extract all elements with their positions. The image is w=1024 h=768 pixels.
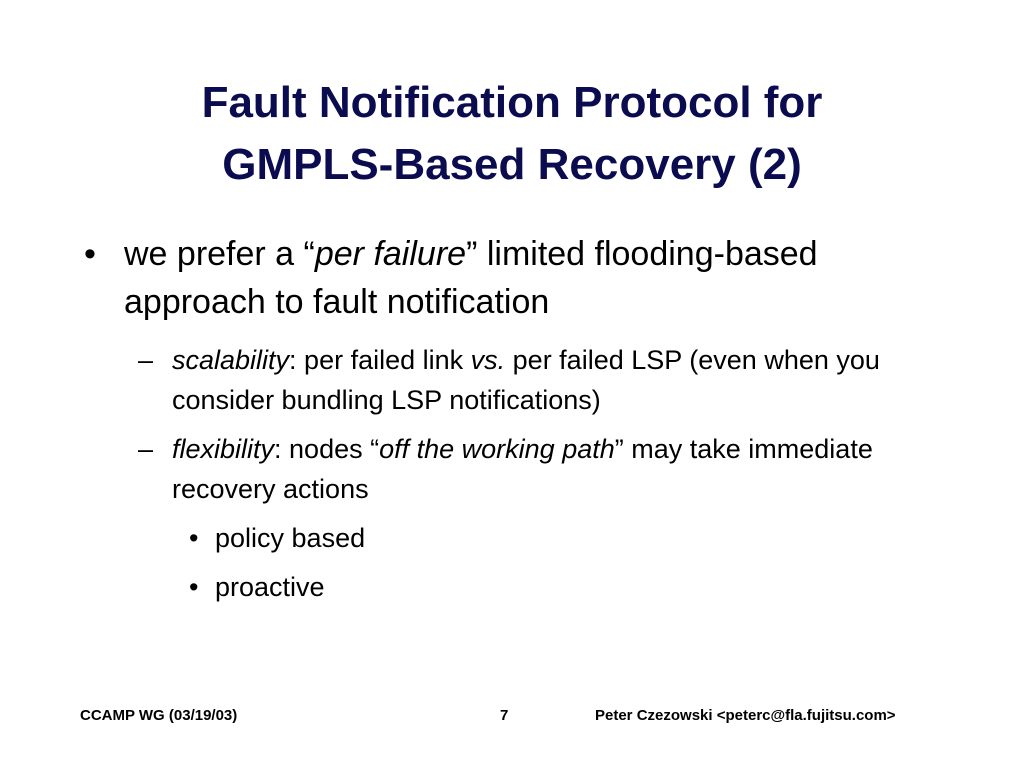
sub-sub-bullet-proactive [189,567,935,607]
bullet-main-emphasis: per failure [314,235,467,273]
dash-icon: – [138,434,154,464]
sub-bullet-flexibility [138,429,942,509]
page-number: 7 [500,707,509,724]
title-line-1: Fault Notification Protocol for [201,78,823,127]
title-line-2: GMPLS-Based Recovery (2) [222,140,802,189]
flexibility-emphasis: off the working path [379,434,615,464]
sub-sub-bullet-text: policy based [215,523,366,553]
slide-title [0,72,1024,196]
bullet-main-text-1: we prefer a “ [124,235,315,273]
bullet-main-text-2: ” limited flooding-based approach to fault notification [124,235,818,321]
flexibility-term: flexibility [172,434,275,464]
sub-sub-bullet-policy [189,518,935,558]
footer-left: CCAMP WG (03/19/03) [80,707,238,724]
scalability-term: scalability [172,345,290,375]
slide-body [0,230,1024,607]
sub-sub-bullet-text: proactive [215,572,325,602]
bullet-main [84,230,944,326]
scalability-text-1: : per failed link [289,345,471,375]
dash-icon: – [138,345,154,375]
footer-author: Peter Czezowski <peterc@fla.fujitsu.com> [595,707,896,724]
bullet-dot-icon: • [189,523,199,553]
flexibility-text-1: : nodes “ [274,434,380,464]
sub-bullet-scalability [138,340,942,420]
bullet-dot-icon: • [84,235,96,273]
bullet-dot-icon: • [189,572,199,602]
flexibility-text-2: ” may take immediate recovery actions [172,434,873,504]
scalability-vs: vs. [470,345,506,375]
scalability-text-2: per failed LSP (even when you consider bundling LSP notifications) [172,345,880,415]
